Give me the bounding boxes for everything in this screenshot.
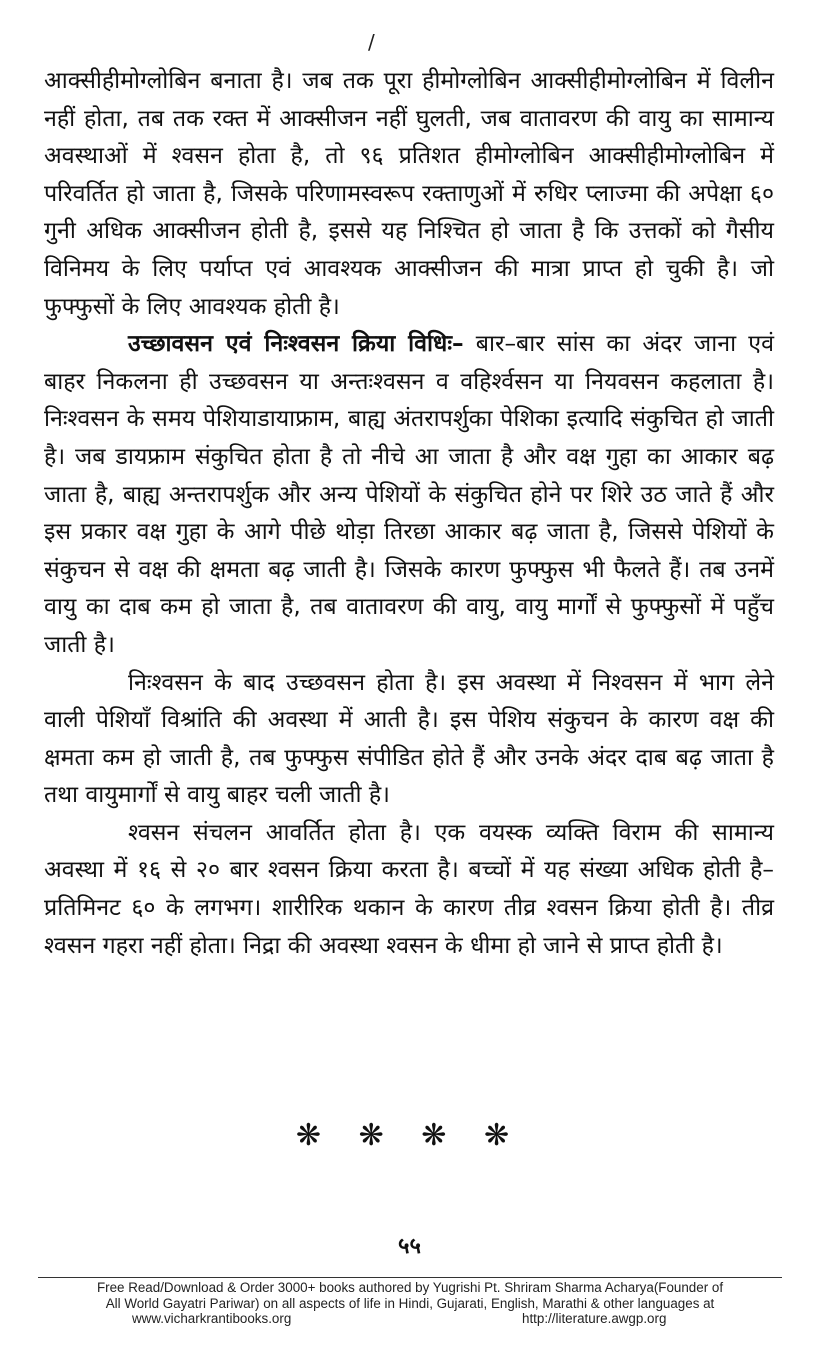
footer-line-2: All World Gayatri Pariwar) on all aspects of life in Hindi, Gujarati, English, Marathi & other languages at: [105, 1296, 715, 1311]
paragraph-3: [44, 664, 774, 814]
paragraph-1-text: आक्सीहीमोग्लोबिन बनाता है। जब तक पूरा हीमोग्लोबिन आक्सीहीमोग्लोबिन में विलीन नहीं होता, तब तक रक्त में आक्सीजन नहीं घुलती, जब वातावरण की वायु का सामान्य अवस्थाओं में श्वसन होता है, तो ९६ प्रतिशत हीमोग्लोबिन आक्सीहीमोग्लोबिन में परिवर्तित हो जाता है, जिसके परिणामस्वरूप रक्ताणुओं में रुधिर प्लाज्मा की अपेक्षा ६० गुनी अधिक आक्सीजन होती है, इससे यह निश्चित हो जाता है कि उत्तकों को गैसीय विनिमय के लिए पर्याप्त एवं आवश्यक आक्सीजन की मात्रा प्राप्त हो चुकी है। जो फुफ्फुसों के लिए आवश्यक होती है।: [44, 67, 774, 320]
footer-link-vicharkranti[interactable]: www.vicharkrantibooks.org: [132, 1311, 292, 1326]
paragraph-4: [44, 814, 774, 964]
page-number: ५५: [398, 1234, 421, 1259]
footer-line-1: Free Read/Download & Order 3000+ books authored by Yugrishi Pt. Shriram Sharma Acharya(Founder of: [96, 1280, 724, 1295]
paragraph-4-text: श्वसन संचलन आवर्तित होता है। एक वयस्क व्यक्ति विराम की सामान्य अवस्था में १६ से २० बार श्वसन क्रिया करता है। बच्चों में यह संख्या अधिक होती है–प्रतिमिनट ६० के लगभग। शारीरिक थकान के कारण तीव्र श्वसन क्रिया होती है। तीव्र श्वसन गहरा नहीं होता। निद्रा की अवस्था श्वसन के धीमा हो जाने से प्राप्त होती है।: [44, 818, 774, 959]
footer-divider: [38, 1277, 782, 1278]
paragraph-2-text: बार–बार सांस का अंदर जाना एवं बाहर निकलना ही उच्छवसन या अन्तःश्वसन व वहिर्श्वसन या नियवसन कहलाता है। निःश्वसन के समय पेशियाडायाफ्राम, बाह्य अंतरापर्शुका पेशिका इत्यादि संकुचित हो जाती है। जब डायफ्राम संकुचित होता है तो नीचे आ जाता है और वक्ष गुहा का आकार बढ़ जाता है, बाह्य अन्तरापर्शुक और अन्य पेशियों के संकुचित होने पर शिरे उठ जाते हैं और इस प्रकार वक्ष गुहा के आगे पीछे थोड़ा तिरछा आकार बढ़ जाता है, जिससे पेशियों के संकुचन से वक्ष की क्षमता बढ़ जाती है। जिसके कारण फुफ्फुस भी फैलते हैं। तब उनमें वायु का दाब कम हो जाता है, तब वातावरण की वायु, वायु मार्गों से फुफ्फुसों में पहुँच जाती है।: [44, 330, 774, 658]
section-heading-respiration-method: उच्छावसन एवं निःश्वसन क्रिया विधिः–: [128, 330, 464, 358]
paragraph-1: [44, 62, 774, 325]
paragraph-3-text: निःश्वसन के बाद उच्छवसन होता है। इस अवस्था में निश्वसन में भाग लेने वाली पेशियाँ विश्रांति की अवस्था में आती है। इस पेशिय संकुचन के कारण वक्ष की क्षमता कम हो जाती है, तब फुफ्फुस संपीडित होते हैं और उनके अंदर दाब बढ़ जाता है तथा वायुमार्गों से वायु बाहर चली जाती है।: [44, 668, 774, 809]
ornament-divider: ❋ ❋ ❋ ❋: [295, 1118, 524, 1153]
body-text: [44, 62, 774, 964]
footer-link-awgp[interactable]: http://literature.awgp.org: [522, 1311, 667, 1326]
page-top-mark: /: [368, 30, 375, 54]
paragraph-2: [44, 325, 774, 663]
